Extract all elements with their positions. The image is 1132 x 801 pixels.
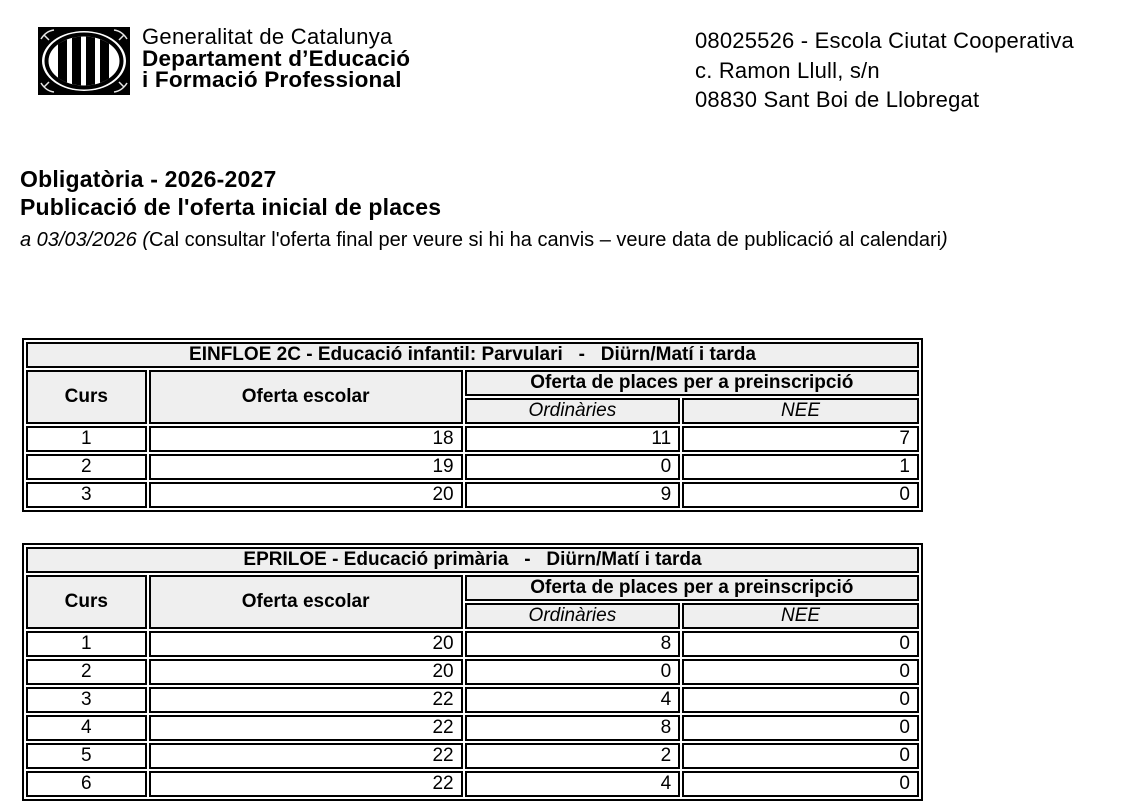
cell-curs: 4 xyxy=(26,715,147,741)
cell-nee: 0 xyxy=(682,715,919,741)
cell-oferta-escolar: 20 xyxy=(149,631,463,657)
table-row xyxy=(26,482,919,508)
cell-ordinaries: 8 xyxy=(465,631,681,657)
cell-nee: 0 xyxy=(682,687,919,713)
cell-curs: 3 xyxy=(26,687,147,713)
header-branding xyxy=(38,25,410,95)
cell-nee: 0 xyxy=(682,743,919,769)
cell-oferta-escolar: 22 xyxy=(149,715,463,741)
cell-curs: 5 xyxy=(26,743,147,769)
note-body: Cal consultar l'oferta final per veure si hi ha canvis – veure data de publicació al calendari xyxy=(149,229,942,251)
cell-ordinaries: 0 xyxy=(465,659,681,685)
department-name: Departament d’Educació xyxy=(142,45,411,71)
cell-curs: 2 xyxy=(26,659,147,685)
col-header-oferta-escolar: Oferta escolar xyxy=(149,370,463,424)
cell-nee: 1 xyxy=(682,454,919,480)
col-header-nee: NEE xyxy=(682,603,919,629)
col-header-curs: Curs xyxy=(26,575,147,629)
cell-oferta-escolar: 22 xyxy=(149,687,463,713)
publication-note xyxy=(20,228,948,252)
cell-ordinaries: 4 xyxy=(465,687,681,713)
cell-ordinaries: 8 xyxy=(465,715,681,741)
table-row xyxy=(26,743,919,769)
school-city: 08830 Sant Boi de Llobregat xyxy=(695,87,980,112)
table-einfloe-title: EINFLOE 2C - Educació infantil: Parvulari - Diürn/Matí i tarda xyxy=(26,342,919,368)
note-close-paren: ) xyxy=(941,229,948,251)
col-header-ordinaries: Ordinàries xyxy=(465,603,681,629)
table-eprioe-title: EPRILOE - Educació primària - Diürn/Matí i tarda xyxy=(26,547,919,573)
cell-curs: 1 xyxy=(26,631,147,657)
document-titles xyxy=(20,165,948,252)
table-eprioe-wrap xyxy=(22,543,923,801)
cell-oferta-escolar: 20 xyxy=(149,482,463,508)
table-einfloe xyxy=(22,338,923,512)
cell-ordinaries: 2 xyxy=(465,743,681,769)
table-row xyxy=(26,454,919,480)
col-header-preinscripcio: Oferta de places per a preinscripció xyxy=(465,370,919,396)
education-stage-title: Obligatòria - 2026-2027 xyxy=(20,166,277,192)
cell-ordinaries: 11 xyxy=(465,426,681,452)
table-row xyxy=(26,715,919,741)
cell-ordinaries: 9 xyxy=(465,482,681,508)
org-name-block xyxy=(142,25,410,91)
table-row xyxy=(26,659,919,685)
cell-ordinaries: 4 xyxy=(465,771,681,797)
col-header-curs: Curs xyxy=(26,370,147,424)
table-einfloe-wrap xyxy=(22,338,923,512)
cell-ordinaries: 0 xyxy=(465,454,681,480)
cell-oferta-escolar: 20 xyxy=(149,659,463,685)
cell-curs: 1 xyxy=(26,426,147,452)
cell-nee: 0 xyxy=(682,482,919,508)
school-street: c. Ramon Llull, s/n xyxy=(695,57,880,83)
cell-nee: 0 xyxy=(682,659,919,685)
col-header-preinscripcio: Oferta de places per a preinscripció xyxy=(465,575,919,601)
table-row xyxy=(26,426,919,452)
cell-oferta-escolar: 22 xyxy=(149,771,463,797)
table-row xyxy=(26,631,919,657)
table-row xyxy=(26,687,919,713)
cell-oferta-escolar: 19 xyxy=(149,454,463,480)
school-address-block xyxy=(695,26,1074,115)
cell-curs: 6 xyxy=(26,771,147,797)
cell-nee: 0 xyxy=(682,631,919,657)
table-eprioe xyxy=(22,543,923,801)
senyera-logo-icon xyxy=(38,27,130,95)
cell-nee: 0 xyxy=(682,771,919,797)
note-date: a 03/03/2026 ( xyxy=(20,229,149,251)
col-header-nee: NEE xyxy=(682,398,919,424)
col-header-ordinaries: Ordinàries xyxy=(465,398,681,424)
col-header-oferta-escolar: Oferta escolar xyxy=(149,575,463,629)
department-name-line2: i Formació Professional xyxy=(142,67,402,92)
cell-curs: 3 xyxy=(26,482,147,508)
cell-curs: 2 xyxy=(26,454,147,480)
cell-oferta-escolar: 18 xyxy=(149,426,463,452)
cell-nee: 7 xyxy=(682,426,919,452)
school-code-and-name: 08025526 - Escola Ciutat Cooperativa xyxy=(695,28,1074,53)
table-row xyxy=(26,771,919,797)
publication-title: Publicació de l'oferta inicial de places xyxy=(20,194,442,220)
org-name: Generalitat de Catalunya xyxy=(142,24,393,49)
cell-oferta-escolar: 22 xyxy=(149,743,463,769)
